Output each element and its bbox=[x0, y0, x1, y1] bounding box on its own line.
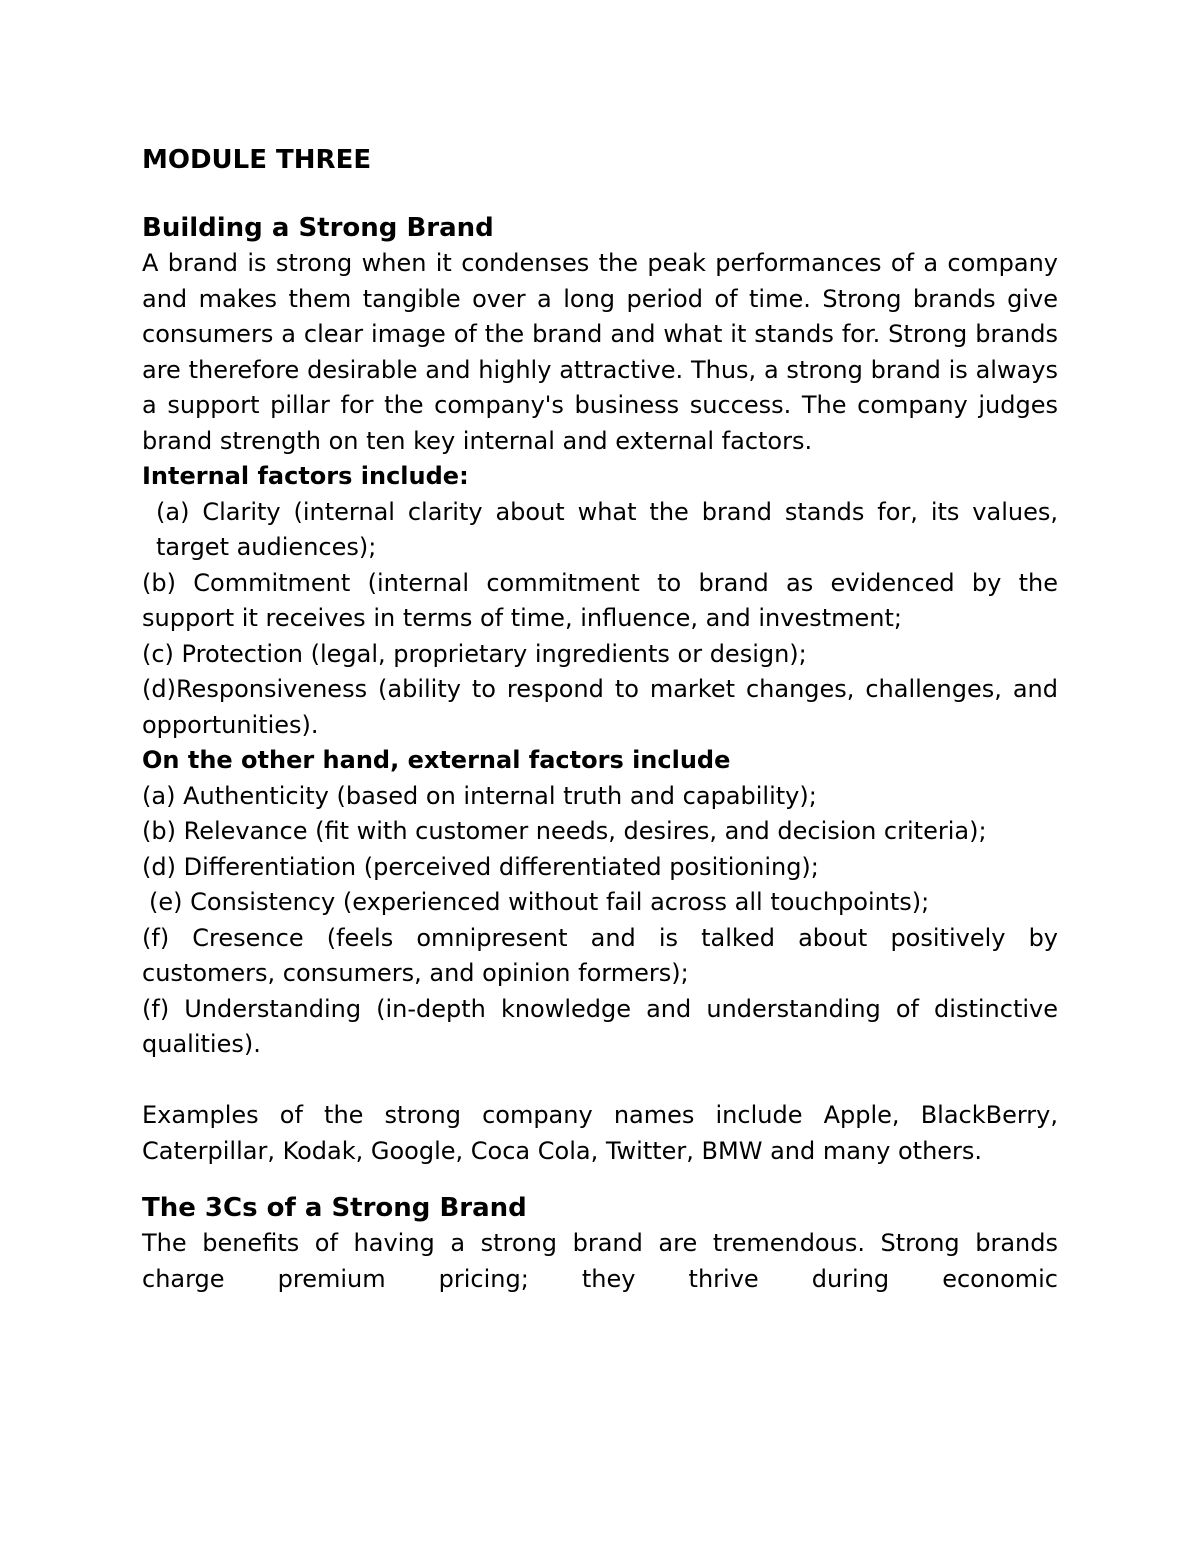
external-factors-heading: On the other hand, external factors include bbox=[142, 746, 731, 774]
internal-factor-item: (a) Clarity (internal clarity about what the brand stands for, its values, target audiences); bbox=[156, 497, 1058, 561]
section-heading: Building a Strong Brand bbox=[142, 213, 494, 243]
external-factor-item: (e) Consistency (experienced without fail across all touchpoints); bbox=[149, 888, 930, 916]
external-factor-item: (f) Understanding (in-depth knowledge and understanding of distinctive qualities). bbox=[142, 994, 1058, 1058]
examples-paragraph: Examples of the strong company names include Apple, BlackBerry, Caterpillar, Kodak, Google, Coca Cola, Twitter, BMW and many others. bbox=[142, 1101, 1058, 1165]
blank-line bbox=[142, 1063, 1058, 1099]
internal-factor-item: (d)Responsiveness (ability to respond to market changes, challenges, and opportunities). bbox=[142, 675, 1058, 739]
external-factor-item: (b) Relevance (fit with customer needs, desires, and decision criteria); bbox=[142, 817, 987, 845]
blank-line bbox=[142, 1169, 1058, 1191]
internal-factor-item: (c) Protection (legal, proprietary ingredients or design); bbox=[142, 639, 807, 668]
body-paragraph: The benefits of having a strong brand are tremendous. Strong brands charge premium pricing; they thrive during economic bbox=[142, 1229, 1058, 1293]
section-3cs-strong-brand bbox=[142, 1191, 1058, 1297]
external-factor-item: (a) Authenticity (based on internal truth and capability); bbox=[142, 781, 817, 810]
module-title: MODULE THREE bbox=[142, 145, 372, 175]
internal-factor-item: (b) Commitment (internal commitment to brand as evidenced by the support it receives in terms of time, influence, and investment; bbox=[142, 568, 1058, 632]
internal-factors-heading: Internal factors include: bbox=[142, 462, 469, 490]
external-factor-item: (d) Differentiation (perceived differentiated positioning); bbox=[142, 852, 819, 881]
intro-paragraph: A brand is strong when it condenses the peak performances of a company and makes them tangible over a long period of time. Strong brands give consumers a clear image of the brand and what it stands for. Strong brands are therefore desirable and highly attractive. Thus, a strong brand is always a support pillar for the company's business success. The company judges brand strength on ten key internal and external factors. bbox=[142, 249, 1058, 455]
external-factor-item: (f) Cresence (feels omnipresent and is talked about positively by customers, consumers, and opinion formers); bbox=[142, 923, 1058, 987]
section-heading: The 3Cs of a Strong Brand bbox=[142, 1193, 527, 1223]
section-building-strong-brand bbox=[142, 211, 1058, 1169]
